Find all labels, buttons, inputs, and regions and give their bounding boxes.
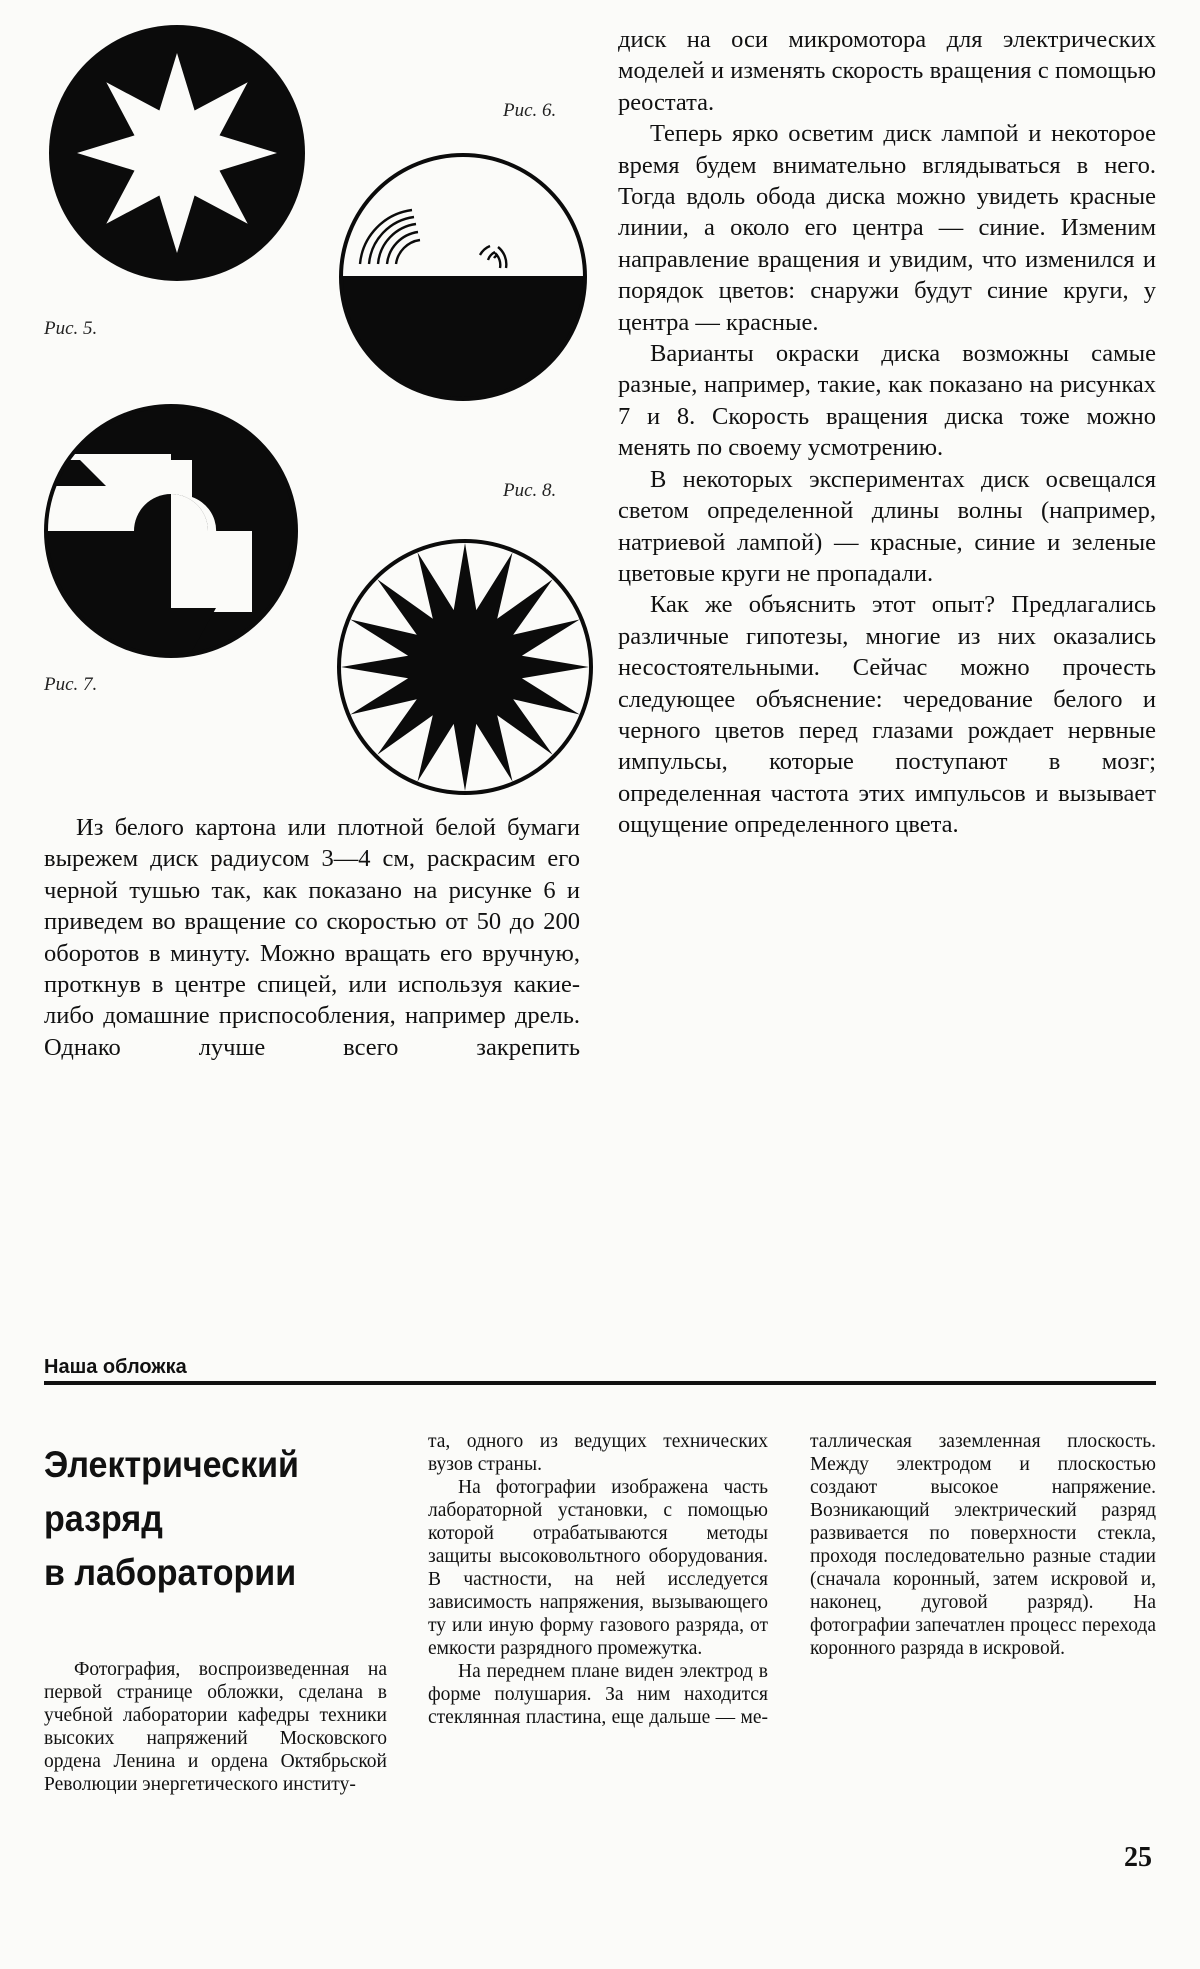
article-right-column: [618, 24, 1156, 841]
figure-8-sunburst-disk: [334, 536, 596, 798]
section-divider: [44, 1381, 1156, 1385]
section-label: Наша обложка: [44, 1356, 187, 1378]
section-column-3: [810, 1430, 1156, 1660]
section-paragraph: На фотографии изображена часть лабораторной установки, с помощью которой отрабатываются методы защиты высоковольтного оборудования. В частности, на ней исследуется зависимость напряжения, вызывающего ту или иную форму газового разряда, от емкости разрядного промежутка.: [428, 1477, 768, 1659]
article-paragraph: диск на оси микромотора для электрических моделей и изменять скорость вращения с помощью реостата.: [618, 26, 1156, 116]
article-left-column: [44, 812, 580, 1063]
section-title-line: Электрический: [44, 1444, 299, 1485]
figure-6-half-disk: [338, 152, 588, 402]
article-paragraph: Варианты окраски диска возможны самые разные, например, такие, как показано на рисунках 7 и 8. Скорость вращения диска тоже можно менять по своему усмотрению.: [618, 340, 1156, 462]
figure-8-caption: Рис. 8.: [503, 480, 557, 501]
page-number: 25: [1124, 1842, 1152, 1873]
section-paragraph: Фотография, воспроизведенная на первой странице обложки, сделана в учебной лаборатории кафедры техники высоких напряжений Московского ордена Ленина и ордена Октябрьской Революции энергетического институ-: [44, 1659, 387, 1795]
figure-7-caption: Рис. 7.: [44, 674, 98, 695]
section-column-2: [428, 1430, 768, 1729]
figure-5-star-disk: [42, 18, 312, 288]
section-column-1: [44, 1658, 387, 1796]
section-title-line: в лаборатории: [44, 1552, 297, 1593]
section-paragraph: На переднем плане виден электрод в форме полушария. За ним находится стеклянная пластина, еще дальше — ме-: [428, 1661, 768, 1728]
figure-6-caption: Рис. 6.: [503, 100, 557, 121]
figure-7-segmented-disk: [40, 400, 302, 662]
figure-5-caption: Рис. 5.: [44, 318, 98, 339]
section-paragraph: та, одного из ведущих технических вузов страны.: [428, 1431, 768, 1475]
section-paragraph: таллическая заземленная плоскость. Между электродом и плоскостью создают высокое напряжение. Возникающий электрический разряд развивается по поверхности стекла, проходя последовательно разные стадии (сначала коронный, затем искровой и, наконец, дуговой разряд). На фотографии запечатлен процесс перехода коронного разряда в искровой.: [810, 1431, 1156, 1659]
article-paragraph: Из белого картона или плотной белой бумаги вырежем диск радиусом 3—4 см, раскрасим его черной тушью так, как показано на рисунке 6 и приведем во вращение со скоростью от 50 до 200 оборотов в минуту. Можно вращать его вручную, проткнув в центре спицей, или используя какие-либо домашние приспособления, например дрель. Однако лучше всего закрепить: [44, 814, 580, 1061]
section-title-line: разряд: [44, 1498, 163, 1539]
section-title: [44, 1438, 348, 1600]
article-paragraph: Как же объяснить этот опыт? Предлагались различные гипотезы, многие из них оказались несостоятельными. Сейчас можно прочесть следующее объяснение: чередование белого и черного цветов перед глазами рождает нервные импульсы, которые поступают в мозг; определенная частота этих импульсов и вызывает ощущение определенного цвета.: [618, 591, 1156, 839]
article-paragraph: В некоторых экспериментах диск освещался светом определенной длины волны (например, натриевой лампой) — красные, синие и зеленые цветовые круги не пропадали.: [618, 465, 1156, 587]
article-paragraph: Теперь ярко осветим диск лампой и некоторое время будем внимательно вглядываться в него. Тогда вдоль обода диска можно увидеть красные линии, а около его центра — синие. Изменим направление вращения и увидим, что изменился и порядок цветов: снаружи будут синие круги, у центра — красные.: [618, 120, 1156, 336]
